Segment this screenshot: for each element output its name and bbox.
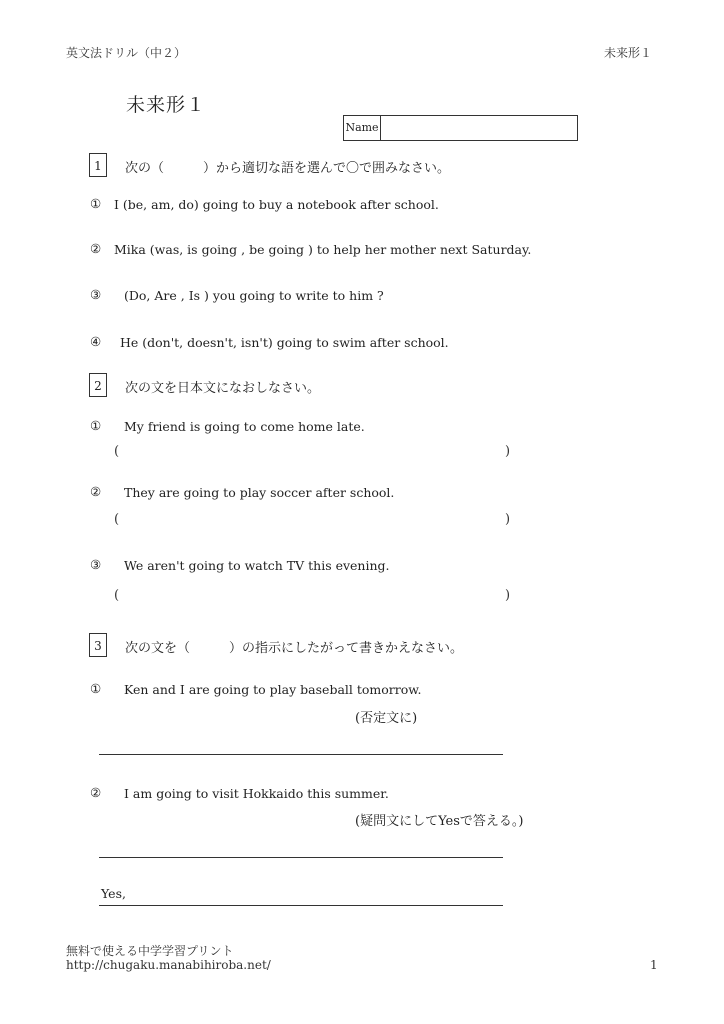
- s2-answer-3[interactable]: [124, 588, 498, 606]
- s2-answer-1[interactable]: [124, 444, 498, 462]
- s1-q4-num: ④: [90, 334, 102, 349]
- s1-q2-num: ②: [90, 241, 102, 256]
- s1-q2-text: Mika (was, is going , be going ) to help her mother next Saturday.: [114, 242, 532, 257]
- name-box: [343, 115, 578, 141]
- s2-q3-text: We aren't going to watch TV this evening.: [124, 558, 390, 573]
- s3-q2-num: ②: [90, 785, 102, 800]
- s2-a2-open-paren: (: [114, 512, 120, 527]
- s3-q2-text: I am going to visit Hokkaido this summer.: [124, 786, 389, 801]
- s1-q1-text: I (be, am, do) going to buy a notebook after school.: [114, 197, 439, 212]
- s3-q1-num: ①: [90, 681, 102, 696]
- s2-a2-close-paren: ): [505, 512, 511, 527]
- page-title: 未来形１: [126, 94, 207, 116]
- name-label: Name: [344, 116, 381, 140]
- s2-q1-num: ①: [90, 418, 102, 433]
- s2-a1-close-paren: ): [505, 444, 511, 459]
- s3-q1-hint: (否定文に): [355, 711, 418, 726]
- section-2-number: 2: [89, 373, 107, 397]
- s2-q3-num: ③: [90, 557, 102, 572]
- s3-answer-line-yes[interactable]: [99, 905, 503, 906]
- s3-q2-hint: (疑問文にしてYesで答える。): [355, 814, 524, 829]
- s2-a1-open-paren: (: [114, 444, 120, 459]
- s2-q2-num: ②: [90, 484, 102, 499]
- s3-answer-line-1[interactable]: [99, 754, 503, 755]
- s2-a3-open-paren: (: [114, 588, 120, 603]
- s1-q4-text: He (don't, doesn't, isn't) going to swim after school.: [120, 335, 449, 350]
- header-left: 英文法ドリル（中２）: [66, 46, 187, 60]
- s1-q3-num: ③: [90, 287, 102, 302]
- yes-label: Yes,: [101, 886, 126, 901]
- section-3-instruction: 次の文を（ ）の指示にしたがって書きかえなさい。: [125, 641, 464, 656]
- section-1-number: 1: [89, 153, 107, 177]
- page-number: 1: [650, 958, 658, 972]
- section-1-instruction: 次の（ ）から適切な語を選んで〇で囲みなさい。: [125, 161, 451, 176]
- section-2-instruction: 次の文を日本文になおしなさい。: [125, 381, 321, 396]
- s3-q1-text: Ken and I are going to play baseball tomorrow.: [124, 682, 422, 697]
- footer-url[interactable]: http://chugaku.manabihiroba.net/: [66, 958, 271, 972]
- s1-q1-num: ①: [90, 196, 102, 211]
- s2-answer-2[interactable]: [124, 512, 498, 530]
- s1-q3-text: (Do, Are , Is ) you going to write to him ?: [124, 288, 384, 303]
- s2-a3-close-paren: ): [505, 588, 511, 603]
- s2-q2-text: They are going to play soccer after school.: [124, 485, 395, 500]
- footer-line-1: 無料で使える中学学習プリント: [66, 944, 234, 958]
- section-3-number: 3: [89, 633, 107, 657]
- name-input[interactable]: [382, 118, 575, 138]
- s2-q1-text: My friend is going to come home late.: [124, 419, 365, 434]
- header-right: 未来形１: [604, 46, 653, 60]
- s3-answer-line-2[interactable]: [99, 857, 503, 858]
